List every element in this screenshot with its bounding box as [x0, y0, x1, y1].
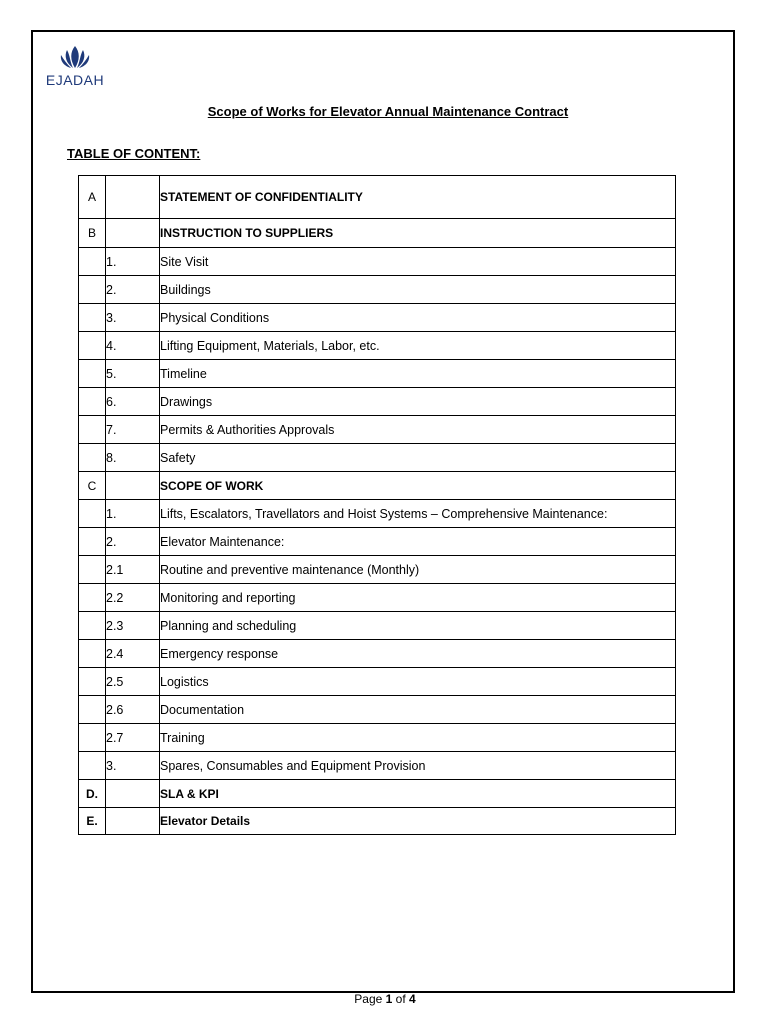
toc-section-letter — [79, 696, 106, 724]
toc-item-title: Planning and scheduling — [160, 612, 676, 640]
toc-heading: TABLE OF CONTENT: — [67, 146, 201, 161]
toc-section-letter: E. — [79, 808, 106, 835]
toc-section-letter — [79, 416, 106, 444]
toc-item-number: 6. — [106, 388, 160, 416]
toc-section-letter: B — [79, 219, 106, 248]
toc-row — [79, 696, 676, 724]
toc-row — [79, 416, 676, 444]
lotus-logo-icon — [58, 44, 92, 70]
document-title: Scope of Works for Elevator Annual Maintenance Contract — [207, 104, 569, 119]
toc-row — [79, 472, 676, 500]
toc-section-letter — [79, 752, 106, 780]
toc-item-title: Buildings — [160, 276, 676, 304]
page-footer — [0, 992, 768, 1006]
toc-row — [79, 176, 676, 219]
page-label: Page — [354, 992, 386, 1006]
toc-item-title: Drawings — [160, 388, 676, 416]
toc-item-number: 3. — [106, 752, 160, 780]
toc-item-number: 1. — [106, 500, 160, 528]
toc-section-letter — [79, 388, 106, 416]
toc-item-number: 3. — [106, 304, 160, 332]
page-of: of — [392, 992, 410, 1006]
toc-row — [79, 752, 676, 780]
toc-row — [79, 640, 676, 668]
toc-section-letter: C — [79, 472, 106, 500]
toc-item-title: Site Visit — [160, 248, 676, 276]
toc-item-number: 2.1 — [106, 556, 160, 584]
toc-item-title: Monitoring and reporting — [160, 584, 676, 612]
toc-item-number: 2.3 — [106, 612, 160, 640]
toc-item-number: 5. — [106, 360, 160, 388]
toc-item-number — [106, 219, 160, 248]
toc-item-title: Training — [160, 724, 676, 752]
toc-row — [79, 248, 676, 276]
toc-item-number — [106, 808, 160, 835]
toc-item-number — [106, 780, 160, 808]
toc-item-title: Lifting Equipment, Materials, Labor, etc. — [160, 332, 676, 360]
toc-item-title: Safety — [160, 444, 676, 472]
toc-item-title: Elevator Details — [160, 808, 676, 835]
toc-item-title: Permits & Authorities Approvals — [160, 416, 676, 444]
toc-section-letter — [79, 668, 106, 696]
toc-item-number — [106, 176, 160, 219]
toc-item-number: 4. — [106, 332, 160, 360]
logo-wordmark: EJADAH — [45, 72, 105, 88]
toc-row — [79, 219, 676, 248]
toc-section-letter: D. — [79, 780, 106, 808]
page-current: 1 — [385, 992, 393, 1006]
toc-item-number — [106, 472, 160, 500]
toc-item-title: Spares, Consumables and Equipment Provision — [160, 752, 676, 780]
toc-item-title: Routine and preventive maintenance (Monthly) — [160, 556, 676, 584]
toc-row — [79, 332, 676, 360]
toc-section-letter — [79, 444, 106, 472]
toc-section-letter — [79, 640, 106, 668]
toc-row — [79, 724, 676, 752]
toc-item-title: Physical Conditions — [160, 304, 676, 332]
toc-section-letter — [79, 248, 106, 276]
toc-item-title: SCOPE OF WORK — [160, 472, 676, 500]
toc-row — [79, 360, 676, 388]
toc-row — [79, 668, 676, 696]
toc-item-title: Elevator Maintenance: — [160, 528, 676, 556]
toc-item-number: 2.6 — [106, 696, 160, 724]
toc-row — [79, 808, 676, 835]
toc-row — [79, 584, 676, 612]
toc-row — [79, 780, 676, 808]
toc-section-letter — [79, 500, 106, 528]
toc-row — [79, 556, 676, 584]
toc-row — [79, 500, 676, 528]
toc-row — [79, 612, 676, 640]
toc-section-letter — [79, 528, 106, 556]
toc-item-title: Logistics — [160, 668, 676, 696]
toc-section-letter — [79, 304, 106, 332]
toc-row — [79, 444, 676, 472]
toc-item-number: 2.5 — [106, 668, 160, 696]
toc-item-title: Emergency response — [160, 640, 676, 668]
toc-section-letter — [79, 556, 106, 584]
page-total: 4 — [409, 992, 416, 1006]
toc-row — [79, 304, 676, 332]
toc-section-letter — [79, 584, 106, 612]
toc-row — [79, 388, 676, 416]
toc-item-title: Documentation — [160, 696, 676, 724]
toc-section-letter: A — [79, 176, 106, 219]
toc-item-number: 2. — [106, 528, 160, 556]
toc-item-number: 7. — [106, 416, 160, 444]
toc-item-number: 8. — [106, 444, 160, 472]
toc-item-title: SLA & KPI — [160, 780, 676, 808]
toc-section-letter — [79, 360, 106, 388]
toc-section-letter — [79, 612, 106, 640]
toc-item-title: Timeline — [160, 360, 676, 388]
toc-item-number: 2.2 — [106, 584, 160, 612]
toc-row — [79, 276, 676, 304]
toc-item-title: Lifts, Escalators, Travellators and Hoist Systems – Comprehensive Maintenance: — [160, 500, 676, 528]
toc-table — [78, 175, 676, 835]
toc-section-letter — [79, 724, 106, 752]
toc-section-letter — [79, 332, 106, 360]
toc-item-number: 2.7 — [106, 724, 160, 752]
company-logo — [44, 44, 106, 88]
toc-item-number: 2. — [106, 276, 160, 304]
toc-item-title: INSTRUCTION TO SUPPLIERS — [160, 219, 676, 248]
toc-item-title: STATEMENT OF CONFIDENTIALITY — [160, 176, 676, 219]
toc-row — [79, 528, 676, 556]
toc-item-number: 2.4 — [106, 640, 160, 668]
toc-section-letter — [79, 276, 106, 304]
toc-item-number: 1. — [106, 248, 160, 276]
